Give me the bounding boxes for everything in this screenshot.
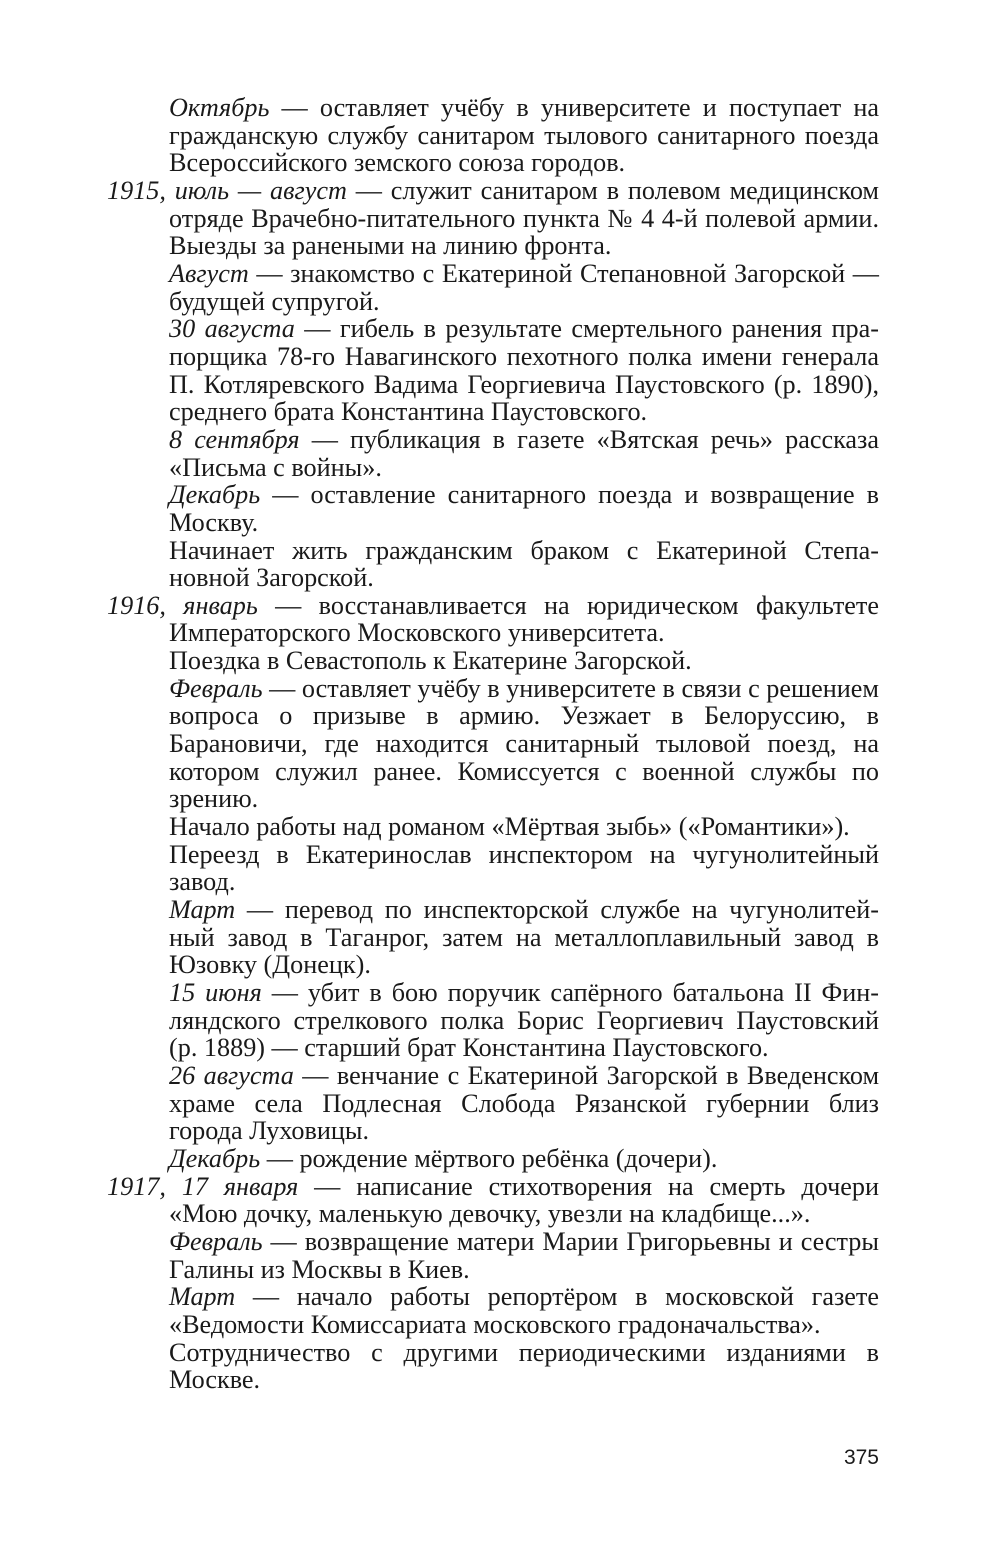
- entry-year: 1915,: [107, 175, 175, 205]
- entry-date: 8 сентября: [169, 424, 300, 454]
- entry-august-1915: [107, 260, 879, 315]
- entry-text: — рождение мёртвого ребёнка (дочери).: [260, 1143, 718, 1173]
- entry-text: — знакомство с Екатериной Степановной Загорской — будущей супругой.: [169, 258, 879, 316]
- entry-date: Декабрь: [169, 480, 261, 510]
- entry-march-1917: [107, 1283, 879, 1338]
- entry-year: 1916,: [107, 590, 184, 620]
- entry-novel-start: [107, 813, 879, 841]
- entry-text: Переезд в Екатеринослав инспектором на чугунолитейный завод.: [169, 839, 879, 897]
- chronology-text: [107, 94, 879, 1394]
- entry-text: Начинает жить гражданским браком с Екатериной Степановной Загорской.: [169, 535, 879, 593]
- entry-30-august-1915: [107, 315, 879, 426]
- entry-8-september-1915: [107, 426, 879, 481]
- entry-date: Февраль: [169, 673, 263, 703]
- entry-text: — восстанавливается на юридическом факультете Императорского Московского университета.: [169, 590, 879, 648]
- entry-ekaterinoslav-move: [107, 841, 879, 896]
- entry-date: 26 августа: [169, 1060, 294, 1090]
- entry-text: — оставление санитарного поезда и возвращение в Москву.: [169, 480, 879, 537]
- entry-text: — служит санитаром в полевом медицинском отряде Врачебно-питательного пункта № 4 4-й полевой армии. Выезды за ранеными на линию фронта.: [169, 175, 879, 261]
- entry-date: Март: [169, 895, 236, 925]
- entry-1917-17-january: [107, 1173, 879, 1228]
- entry-date: Декабрь: [169, 1143, 261, 1173]
- entry-civil-marriage: [107, 537, 879, 592]
- entry-date: Февраль: [169, 1226, 263, 1256]
- entry-text: — оставляет учёбу в университете и поступает на гражданскую службу санитаром тылового санитарного поезда Всероссийского земского союза городов.: [169, 93, 879, 178]
- entry-1916-january: [107, 592, 879, 647]
- page-number: 375: [843, 1446, 879, 1469]
- entry-march-1916: [107, 896, 879, 979]
- entry-1915-july-august: [107, 177, 879, 260]
- entry-december-1915: [107, 481, 879, 536]
- entry-date: 15 июня: [169, 978, 262, 1007]
- entry-date: 30 августа: [169, 314, 295, 344]
- entry-date: январь: [183, 590, 258, 620]
- entry-sevastopol-trip: [107, 647, 879, 675]
- entry-december-1916: [107, 1145, 879, 1173]
- entry-date: Март: [169, 1282, 236, 1312]
- entry-text: Начало работы над романом «Мёртвая зыбь» («Романтики»).: [169, 812, 850, 842]
- entry-february-1917: [107, 1228, 879, 1283]
- entry-text: Поездка в Севастополь к Екатерине Загорской.: [169, 646, 692, 676]
- entry-text: — убит в бою поручик сапёрного батальона II Финляндского стрелкового полка Борис Георгиевич Паустовский (р. 1889) — старший брат Константина Паустовского.: [169, 978, 879, 1063]
- entry-text: — оставляет учёбу в университете в связи с решением вопроса о призыве в армию. Уезжает в Белоруссию, в Барановичи, где находится санитарный тыловой поезд, на котором служил ранее. Комиссуется с военной службы по зрению.: [169, 673, 879, 814]
- entry-year: 1917,: [107, 1171, 182, 1201]
- entry-text: — начало работы репортёром в московской газете «Ведомости Комиссариата московского градоначальства».: [169, 1282, 879, 1339]
- entry-date: 17 января: [181, 1171, 299, 1201]
- entry-26-august-1916: [107, 1062, 879, 1145]
- entry-date: Октябрь: [169, 93, 270, 122]
- entry-october-1914: [107, 94, 879, 177]
- entry-date: Август: [169, 258, 249, 288]
- entry-text: — возвращение матери Марии Григорьевны и сестры Галины из Москвы в Киев.: [169, 1226, 879, 1284]
- entry-text: — написание стихотворения на смерть дочери «Мою дочку, маленькую девочку, увезли на кладбище...».: [169, 1171, 879, 1229]
- entry-february-1916: [107, 675, 879, 813]
- entry-text: — гибель в результате смертельного ранения прапорщика 78-го Навагинского пехотного полка имени генерала П. Котляревского Вадима Георгиевича Паустовского (р. 1890), среднего брата Константина Паустовского.: [169, 314, 879, 427]
- entry-periodicals: [107, 1339, 879, 1394]
- entry-text: — перевод по инспекторской службе на чугунолитейный завод в Таганрог, затем на металлоплавильный завод в Юзовку (Донецк).: [169, 895, 879, 980]
- entry-text: — публикация в газете «Вятская речь» рассказа «Письма с войны».: [169, 424, 879, 482]
- entry-15-june-1916: [107, 979, 879, 1062]
- entry-date: июль — август: [174, 175, 347, 205]
- entry-text: Сотрудничество с другими периодическими изданиями в Москве.: [169, 1337, 879, 1395]
- entry-text: — венчание с Екатериной Загорской в Введенском храме села Подлесная Слобода Рязанской губернии близ города Луховицы.: [169, 1060, 880, 1146]
